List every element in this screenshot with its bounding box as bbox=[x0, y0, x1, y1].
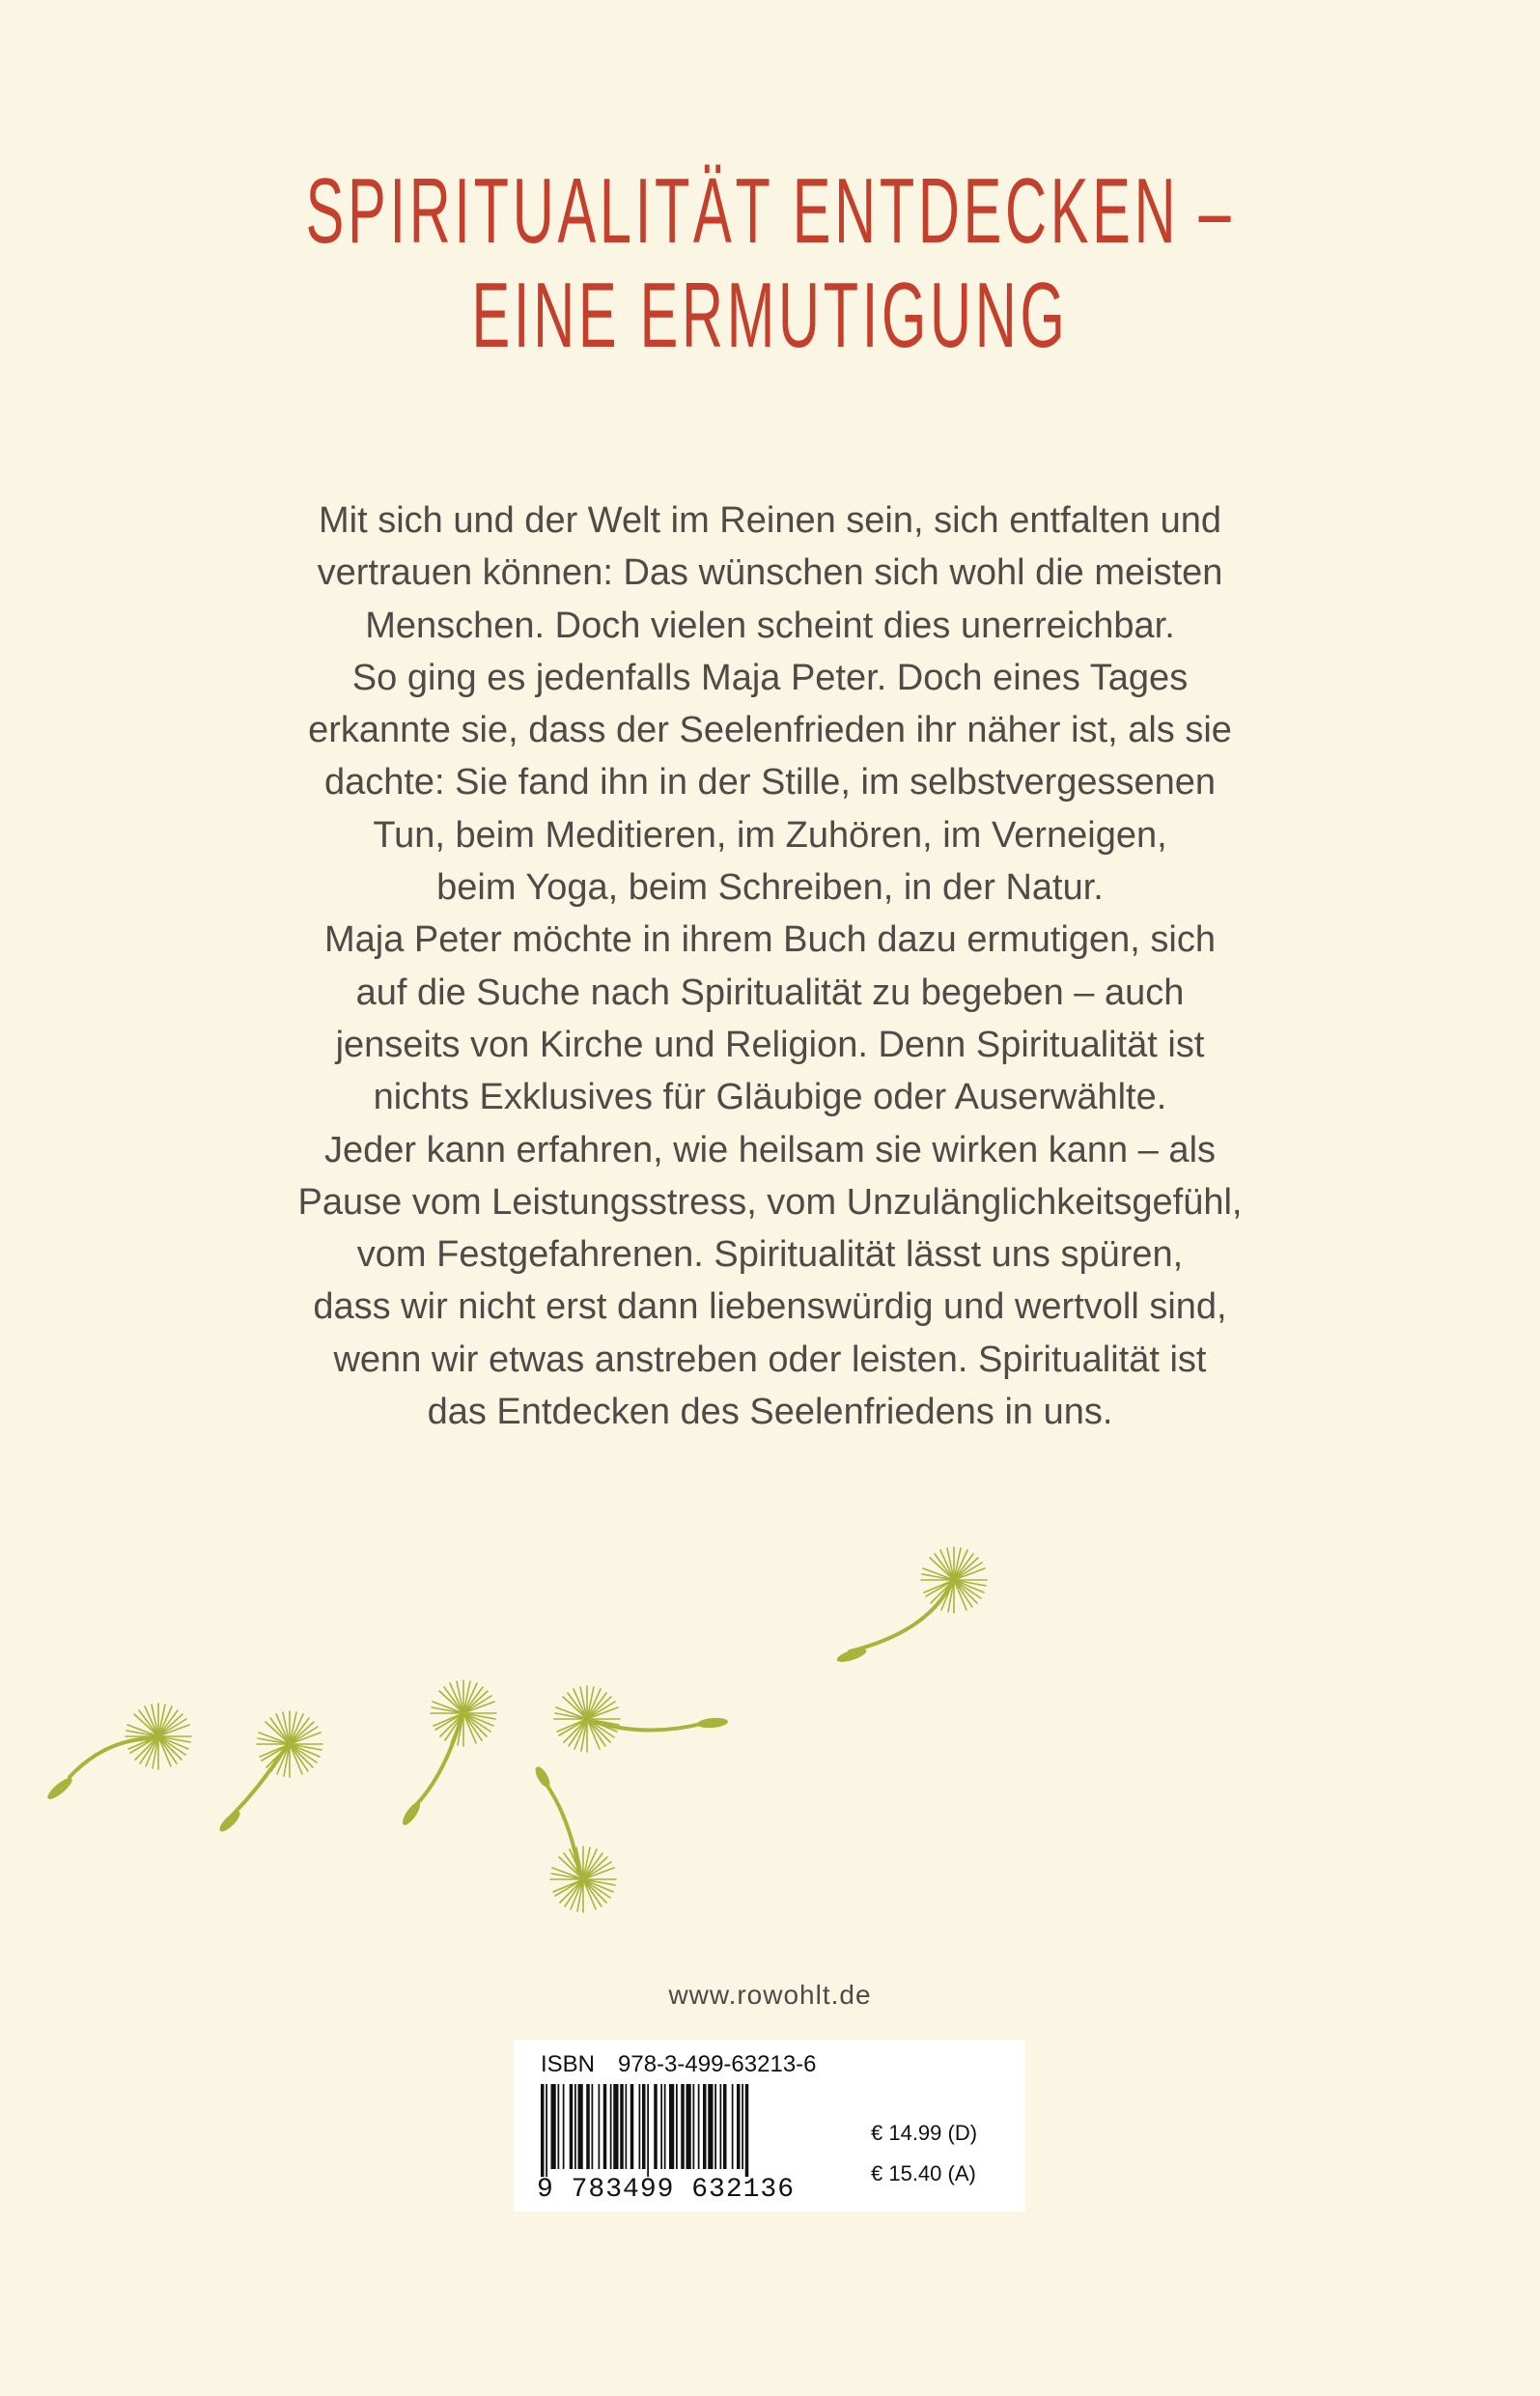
barcode-bar bbox=[686, 2084, 691, 2169]
blurb-line: So ging es jedenfalls Maja Peter. Doch eines Tages bbox=[351, 657, 1189, 698]
barcode-box bbox=[514, 2040, 1025, 2212]
barcode-bar bbox=[563, 2084, 565, 2169]
dandelion-seed-icon bbox=[45, 1704, 191, 1802]
blurb-line: vom Festgefahrenen. Spiritualität lässt uns spüren, bbox=[356, 1234, 1184, 1276]
blurb-line: vertrauen können: Das wünschen sich wohl die meisten bbox=[317, 552, 1223, 594]
barcode-bar bbox=[626, 2084, 628, 2169]
dandelion-seed-icon bbox=[554, 1686, 728, 1752]
barcode-bar bbox=[541, 2084, 545, 2177]
blurb-line: Maja Peter möchte in ihrem Buch dazu ermutigen, sich bbox=[324, 919, 1216, 961]
barcode-bar bbox=[654, 2084, 658, 2169]
barcode-bar bbox=[599, 2084, 601, 2169]
barcode-bar bbox=[737, 2084, 741, 2169]
price-austria: € 15.40 (A) bbox=[871, 2161, 976, 2185]
barcode-bar bbox=[603, 2084, 607, 2169]
title-line-1: SPIRITUALITÄT ENTDECKEN – bbox=[305, 159, 1235, 263]
barcode-bar bbox=[703, 2084, 707, 2169]
blurb-line: wenn wir etwas anstreben oder leisten. Spiritualität ist bbox=[333, 1339, 1207, 1380]
barcode-bar bbox=[546, 2084, 547, 2177]
barcode-bar bbox=[720, 2084, 722, 2169]
barcode-bar bbox=[742, 2084, 743, 2169]
dandelion-seed-icon bbox=[533, 1764, 616, 1912]
barcode-bar bbox=[586, 2084, 590, 2169]
barcode-bar bbox=[642, 2084, 646, 2169]
blurb bbox=[174, 494, 1366, 1438]
blurb-line: dass wir nicht erst dann liebenswürdig und wertvoll sind, bbox=[313, 1286, 1227, 1328]
isbn-number: 978-3-499-63213-6 bbox=[618, 2051, 817, 2077]
barcode-bar bbox=[732, 2084, 734, 2169]
barcode-bar bbox=[723, 2084, 727, 2169]
barcode-bar bbox=[574, 2084, 576, 2169]
barcode-bar bbox=[664, 2084, 666, 2169]
barcode-bar bbox=[714, 2084, 716, 2169]
price-germany: € 14.99 (D) bbox=[871, 2121, 978, 2145]
barcode-bar bbox=[639, 2084, 641, 2169]
barcode-bar bbox=[610, 2084, 612, 2169]
blurb-line: Menschen. Doch vielen scheint dies unerreichbar. bbox=[365, 605, 1175, 646]
barcode-digits: 9 783499 632136 bbox=[537, 2175, 796, 2205]
barcode-bar bbox=[698, 2084, 700, 2169]
barcode-bar bbox=[620, 2084, 624, 2169]
blurb-line: dachte: Sie fand ihn in der Stille, im selbstvergessenen bbox=[323, 762, 1217, 803]
blurb-line: nichts Exklusives für Gläubige oder Auserwählte. bbox=[373, 1077, 1167, 1118]
blurb-line: Tun, beim Meditieren, im Zuhören, im Verneigen, bbox=[373, 814, 1167, 856]
barcode-bar bbox=[708, 2084, 713, 2169]
dandelion-seed-icon bbox=[217, 1711, 322, 1834]
barcode-bar bbox=[592, 2084, 594, 2169]
barcode-bar bbox=[745, 2084, 749, 2177]
barcode-bar bbox=[551, 2084, 556, 2169]
dandelion-seed-icon bbox=[400, 1680, 496, 1827]
isbn-label: ISBN bbox=[541, 2051, 596, 2077]
barcode-bar bbox=[630, 2084, 634, 2169]
blurb-line: das Entdecken des Seelenfriedens in uns. bbox=[427, 1392, 1113, 1433]
blurb-line: Jeder kann erfahren, wie heilsam sie wirken kann – als bbox=[323, 1129, 1217, 1170]
blurb-line: beim Yoga, beim Schreiben, in der Natur. bbox=[436, 867, 1104, 909]
blurb-line: auf die Suche nach Spiritualität zu begeben – auch bbox=[355, 972, 1185, 1013]
barcode-bar bbox=[578, 2084, 583, 2169]
barcode-bar bbox=[676, 2084, 678, 2169]
title bbox=[293, 159, 1247, 368]
barcode-bar bbox=[660, 2084, 662, 2169]
barcode-bar bbox=[613, 2084, 618, 2169]
barcode-bar bbox=[558, 2084, 560, 2169]
barcode-bar bbox=[647, 2084, 649, 2177]
blurb-line: erkannte sie, dass der Seelenfrieden ihr näher ist, als sie bbox=[308, 710, 1232, 751]
barcode-bar bbox=[669, 2084, 674, 2169]
blurb-line: Pause vom Leistungsstress, vom Unzulänglichkeitsgefühl, bbox=[297, 1181, 1243, 1223]
publisher-url: www.rowohlt.de bbox=[668, 1980, 872, 2010]
dandelion-seed-icon bbox=[835, 1547, 987, 1665]
dandelion-seeds-illustration bbox=[0, 1507, 1540, 1922]
barcode-bar bbox=[681, 2084, 685, 2169]
barcode-bar bbox=[570, 2084, 574, 2169]
blurb-line: jenseits von Kirche und Religion. Denn Spiritualität ist bbox=[335, 1024, 1205, 1065]
barcode-bar bbox=[693, 2084, 695, 2169]
title-line-2: EINE ERMUTIGUNG bbox=[471, 264, 1069, 367]
barcode bbox=[541, 2084, 859, 2177]
blurb-line: Mit sich und der Welt im Reinen sein, sich entfalten und bbox=[319, 500, 1221, 541]
isbn-line bbox=[541, 2051, 817, 2078]
